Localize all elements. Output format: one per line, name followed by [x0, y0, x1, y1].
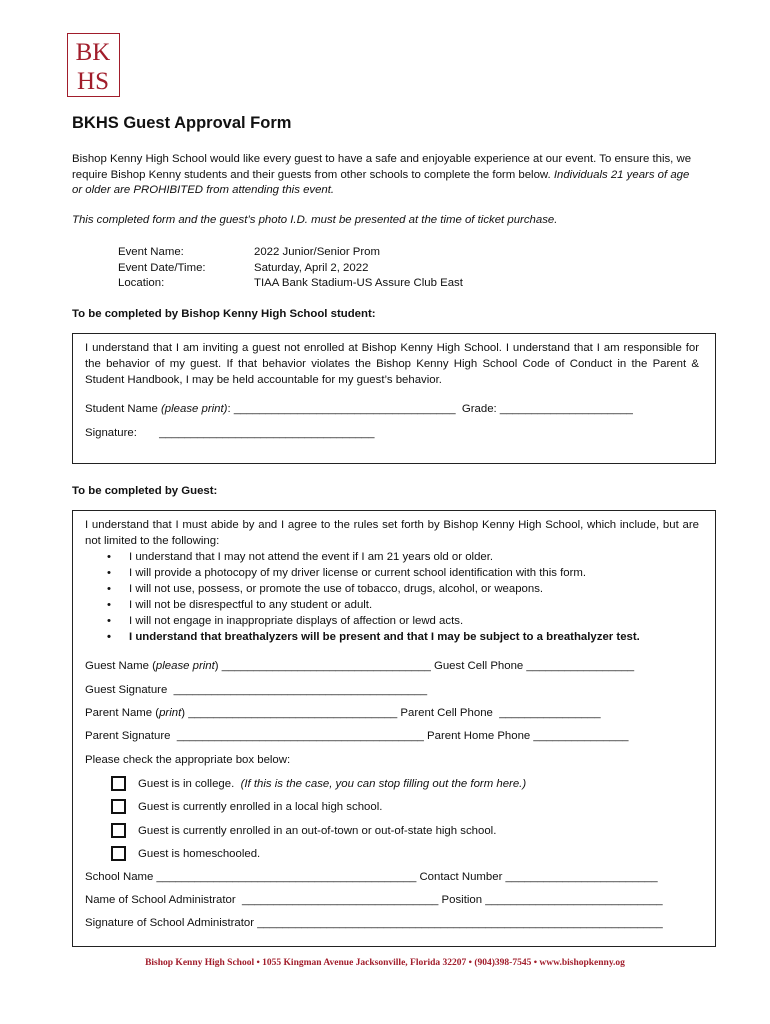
option-label: Guest is currently enrolled in an out-of-town or out-of-state high school.	[138, 824, 497, 837]
student-signature-field[interactable]: Signature: __________________________________	[85, 427, 375, 439]
footer-address: Bishop Kenny High School • 1055 Kingman Avenue Jacksonville, Florida 32207 • (904)398-7545 • www.bishopkenny.og	[145, 958, 625, 968]
logo-letters-bottom: HS	[77, 68, 109, 95]
option-note: (If this is the case, you can stop filling out the form here.)	[240, 777, 527, 790]
photo-id-note: This completed form and the guest’s photo I.D. must be presented at the time of ticket purchase.	[72, 214, 558, 226]
parent-signature-phone-field[interactable]: Parent Signature _______________________________________ Parent Home Phone _______________	[85, 730, 629, 742]
guest-name-phone-blanks: ) _________________________________ Guest Cell Phone _________________	[214, 660, 635, 672]
option-label: Guest is homeschooled.	[138, 847, 261, 860]
option-label: Guest is currently enrolled in a local high school.	[138, 800, 383, 813]
page-title: BKHS Guest Approval Form	[72, 114, 292, 132]
option-label: Guest is in college.	[138, 777, 235, 790]
checkbox[interactable]	[111, 776, 126, 791]
list-item: • I will provide a photocopy of my driver license or current school identification with this form.	[103, 565, 640, 581]
list-item: • I understand that I may not attend the event if I am 21 years old or older.	[103, 549, 640, 565]
intro-text: Bishop Kenny High School would like every guest to have a safe and enjoyable experience at our event. To ensure this, we require Bishop Kenny students and their guests from other schools to complete the form below.	[72, 153, 692, 181]
student-name-hint: (please print)	[161, 403, 228, 415]
list-item: • I will not engage in inappropriate displays of affection or lewd acts.	[103, 613, 640, 629]
intro-paragraph	[72, 152, 702, 199]
option-homeschooled[interactable]	[111, 846, 260, 861]
student-section-box	[72, 333, 716, 464]
parent-name-hint: print	[159, 707, 182, 719]
event-date-value: Saturday, April 2, 2022	[254, 261, 369, 274]
option-local-high-school[interactable]	[111, 799, 382, 814]
guest-section-box	[72, 510, 716, 947]
guest-section-heading: To be completed by Guest:	[72, 485, 218, 497]
bkhs-logo	[67, 33, 120, 97]
student-name-grade-blanks: : ___________________________________ Grade: _____________________	[227, 403, 633, 415]
school-admin-signature-field[interactable]: Signature of School Administrator ________________________________________________________________	[85, 917, 663, 929]
logo-letters-top: BK	[75, 39, 111, 66]
event-details	[118, 245, 463, 292]
guest-name-label: Guest Name (	[85, 660, 156, 672]
guest-name-hint: please print	[155, 660, 215, 672]
event-date-label: Event Date/Time:	[118, 261, 206, 274]
checkbox[interactable]	[111, 846, 126, 861]
list-item: • I understand that breathalyzers will be present and that I may be subject to a breathalyzer test.	[103, 629, 640, 645]
guest-signature-field[interactable]: Guest Signature ________________________________________	[85, 684, 428, 696]
school-name-contact-field[interactable]: School Name _________________________________________ Contact Number ________________________	[85, 871, 658, 883]
intro-age-restriction: Individuals 21 years of age or older are PROHIBITED from attending this event.	[72, 168, 690, 197]
parent-name-phone-blanks: ) _________________________________ Parent Cell Phone ________________	[181, 707, 601, 719]
parent-name-phone-field[interactable]	[85, 707, 601, 719]
list-item: • I will not be disrespectful to any student or adult.	[103, 597, 640, 613]
check-prompt: Please check the appropriate box below:	[85, 754, 291, 766]
checkbox[interactable]	[111, 799, 126, 814]
option-out-of-town-high-school[interactable]	[111, 823, 496, 838]
school-admin-name-position-field[interactable]: Name of School Administrator _______________________________ Position ____________________________	[85, 894, 663, 906]
student-section-heading: To be completed by Bishop Kenny High School student:	[72, 308, 376, 320]
event-name-label: Event Name:	[118, 246, 184, 258]
event-location-value: TIAA Bank Stadium-US Assure Club East	[254, 277, 463, 290]
student-name-grade-field[interactable]	[85, 403, 633, 415]
parent-name-label: Parent Name (	[85, 707, 160, 719]
guest-statement: I understand that I must abide by and I agree to the rules set forth by Bishop Kenny High School, which include, but are not limited to the following:	[85, 519, 699, 547]
guest-name-phone-field[interactable]	[85, 660, 634, 672]
option-college[interactable]	[111, 776, 526, 791]
student-name-label: Student Name	[85, 403, 158, 415]
checkbox[interactable]	[111, 823, 126, 838]
guest-rules-list	[103, 549, 640, 645]
list-item: • I will not use, possess, or promote the use of tobacco, drugs, alcohol, or weapons.	[103, 581, 640, 597]
event-name-value: 2022 Junior/Senior Prom	[254, 246, 380, 258]
student-statement: I understand that I am inviting a guest not enrolled at Bishop Kenny High School. I understand that I am responsible for the behavior of my guest. If that behavior violates the Bishop Kenny High School Code of Conduct in the Parent & Student Handbook, I may be held accountable for my guest’s behavior.	[85, 342, 699, 386]
event-location-label: Location:	[118, 277, 165, 290]
